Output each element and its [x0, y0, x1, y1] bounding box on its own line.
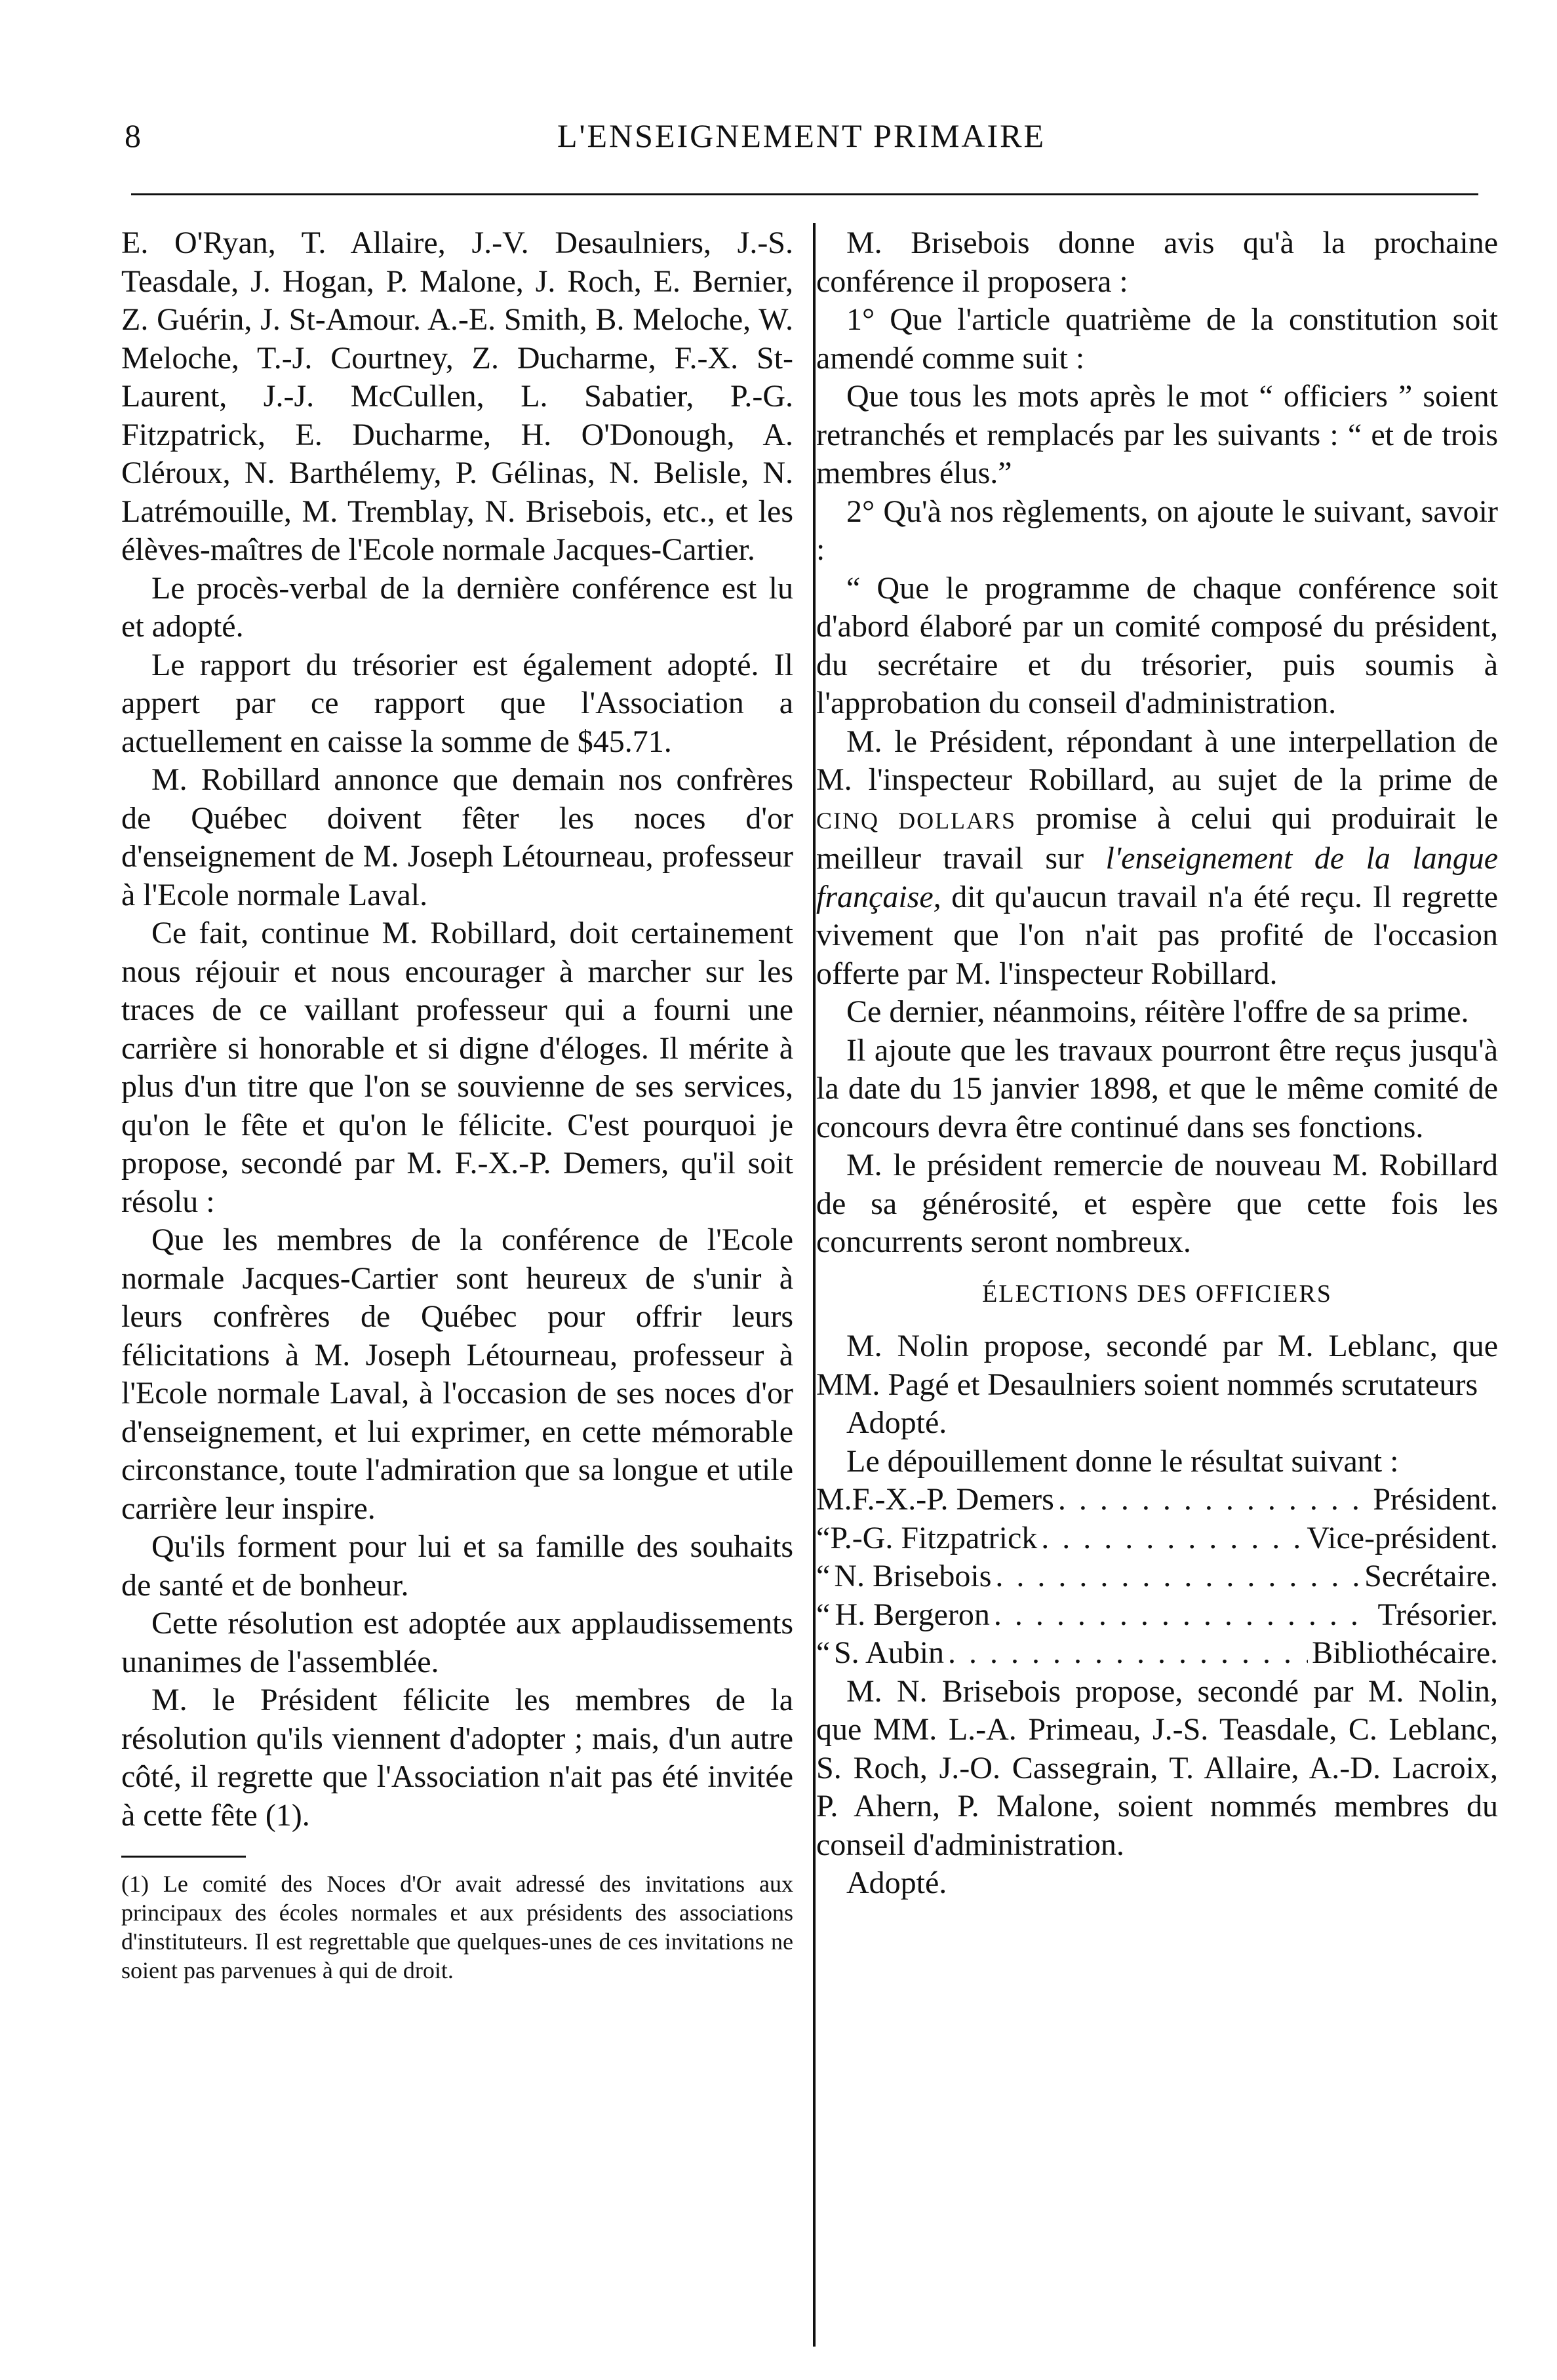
result-row [816, 1519, 1498, 1558]
final-adopted-line: Adopté. [846, 1865, 947, 1900]
count-paragraph: Le dépouillement donne le résultat suivant : [846, 1443, 1399, 1479]
result-prefix: “ [816, 1635, 831, 1670]
prize-text-a: M. le Président, répondant à une interpellation de M. l'inspecteur Robillard, au sujet de la prime de [816, 724, 1498, 797]
result-name: H. Bergeron [835, 1597, 990, 1632]
result-name: S. Aubin [833, 1635, 945, 1670]
page-number: 8 [125, 117, 141, 154]
running-head [125, 117, 1478, 163]
result-prefix: “ [816, 1559, 831, 1593]
result-office: Vice-président. [1307, 1520, 1498, 1555]
amendment-one-paragraph: 1° Que l'article quatrième de la constitution soit amendé comme suit : [816, 302, 1498, 376]
dot-leader [1058, 1481, 1370, 1519]
minutes-paragraph: Le procès-verbal de la dernière conférence est lu et adopté. [121, 570, 793, 644]
dot-leader [995, 1557, 1360, 1596]
elections-heading: ÉLECTIONS DES OFFICIERS [982, 1279, 1332, 1308]
column-divider [813, 223, 816, 2347]
deadline-paragraph: Il ajoute que les travaux pourront être reçus jusqu'à la date du 15 janvier 1898, et que le même comité de concours devra être continué dans ses fonctions. [816, 1032, 1498, 1144]
treasurer-report-paragraph: Le rapport du trésorier est également adopté. Il appert par ce rapport que l'Association a actuellement en caisse la somme de $45.71. [121, 647, 793, 759]
amendment-text-paragraph: Que tous les mots après le mot “ officiers ” soient retranchés et remplacés par les suivants : “ et de trois membres élus.” [816, 379, 1498, 490]
result-office: Bibliothécaire. [1312, 1635, 1498, 1670]
president-paragraph: M. le Président félicite les membres de la résolution qu'ils viennent d'adopter ; mais, d'un autre côté, il regrette que l'Association n'ait pas été invitée à cette fête (1). [121, 1683, 793, 1833]
result-name: N. Brisebois [834, 1559, 992, 1593]
thanks-paragraph: M. le président remercie de nouveau M. Robillard de sa générosité, et espère que cette fois les concurrents seront nombreux. [816, 1148, 1498, 1259]
result-office: Trésorier. [1377, 1597, 1498, 1632]
prize-text-c: dit qu'aucun travail n'a été reçu. Il regrette vivement que l'on n'ait pas profité de l'occasion offerte par M. l'inspecteur Robillard. [816, 879, 1498, 991]
result-row [816, 1596, 1498, 1635]
robillard-announcement-paragraph: M. Robillard annonce que demain nos confrères de Québec doivent fêter les noces d'or d'enseignement de M. Joseph Létourneau, professeur à l'Ecole normale Laval. [121, 762, 793, 912]
dot-leader [948, 1634, 1308, 1673]
dot-leader [994, 1596, 1374, 1635]
result-row [816, 1634, 1498, 1673]
prize-text-b: promise à celui qui produirait le meilleur travail sur [816, 800, 1498, 876]
result-name: P.-G. Fitzpatrick [830, 1520, 1038, 1555]
resolution-paragraph: Que les membres de la conférence de l'Ecole normale Jacques-Cartier sont heureux de s'unir à leurs confrères de Québec pour offrir leurs félicitations à M. Joseph Létourneau, professeur à l'Ecole normale Laval, à l'occasion de ses noces d'or d'enseignement, et lui exprimer, en cette mémorable circonstance, toute l'admiration que sa longue et utile carrière leur inspire. [121, 1222, 793, 1526]
prize-subject: l'enseignement de la langue française, [816, 841, 1498, 914]
adoption-paragraph: Cette résolution est adoptée aux applaudissements unanimes de l'assemblée. [121, 1606, 793, 1679]
result-prefix: “ [816, 1597, 831, 1632]
amendment-two-paragraph: 2° Qu'à nos règlements, on ajoute le suivant, savoir : [816, 494, 1498, 567]
left-column [121, 224, 793, 1985]
dot-leader [1041, 1519, 1303, 1558]
result-prefix: M. [816, 1482, 852, 1517]
robillard-speech-paragraph: Ce fait, continue M. Robillard, doit certainement nous réjouir et nous encourager à marcher sur les traces de ce vaillant professeur qui a fourni une carrière si honorable et si digne d'éloges. Il mérite à plus d'un titre que l'on se souvienne de ses services, qu'on le fête et qu'on le félicite. C'est pourquoi je propose, secondé par M. F.-X.-P. Demers, qu'il soit résolu : [121, 916, 793, 1219]
footnote: (1) Le comité des Noces d'Or avait adressé des invitations aux principaux des écoles normales et aux présidents des associations d'instituteurs. Il est regrettable que quelques-unes de ces invitations ne soient pas parvenues à qui de droit. [121, 1871, 793, 1983]
header-rule [131, 193, 1478, 195]
result-row [816, 1481, 1498, 1519]
header-title: L'ENSEIGNEMENT PRIMAIRE [557, 117, 1046, 154]
right-column [816, 224, 1498, 1903]
result-row [816, 1557, 1498, 1596]
wishes-paragraph: Qu'ils forment pour lui et sa famille des souhaits de santé et de bonheur. [121, 1529, 793, 1603]
footnote-rule [121, 1856, 246, 1858]
prize-paragraph [816, 723, 1498, 994]
adopted-line: Adopté. [846, 1405, 947, 1440]
notice-paragraph: M. Brisebois donne avis qu'à la prochaine conférence il proposera : [816, 225, 1498, 299]
election-results [816, 1481, 1498, 1673]
attendees-paragraph: E. O'Ryan, T. Allaire, J.-V. Desaulniers, J.-S. Teasdale, J. Hogan, P. Malone, J. Roch, E. Bernier, Z. Guérin, J. St-Amour. A.-E. Smith, B. Meloche, W. Meloche, T.-J. Courtney, Z. Ducharme, F.-X. St-Laurent, J.-J. McCullen, L. Sabatier, P.-G. Fitzpatrick, E. Ducharme, H. O'Donough, A. Cléroux, N. Barthélemy, P. Gélinas, N. Belisle, N. Latrémouille, M. Tremblay, N. Brisebois, etc., et les élèves-maîtres de l'Ecole normale Jacques-Cartier. [121, 225, 793, 567]
scrutineers-paragraph: M. Nolin propose, secondé par M. Leblanc, que MM. Pagé et Desaulniers soient nommés scrutateurs [816, 1329, 1498, 1402]
result-name: F.-X.-P. Demers [852, 1482, 1054, 1517]
council-paragraph: M. N. Brisebois propose, secondé par M. Nolin, que MM. L.-A. Primeau, J.-S. Teasdale, C. Leblanc, S. Roch, J.-O. Cassegrain, T. Allaire, A.-D. Lacroix, P. Ahern, P. Malone, soient nommés membres du conseil d'administration. [816, 1673, 1498, 1862]
program-paragraph: “ Que le programme de chaque conférence soit d'abord élaboré par un comité composé du président, du secrétaire et du trésorier, puis soumis à l'approbation du conseil d'administration. [816, 570, 1498, 720]
result-prefix: “ [816, 1520, 831, 1555]
result-office: Secrétaire. [1364, 1559, 1498, 1593]
reiterate-paragraph: Ce dernier, néanmoins, réitère l'offre de sa prime. [846, 994, 1469, 1029]
result-office: Président. [1373, 1482, 1498, 1517]
prize-amount: CINQ DOLLARS [816, 807, 1017, 834]
